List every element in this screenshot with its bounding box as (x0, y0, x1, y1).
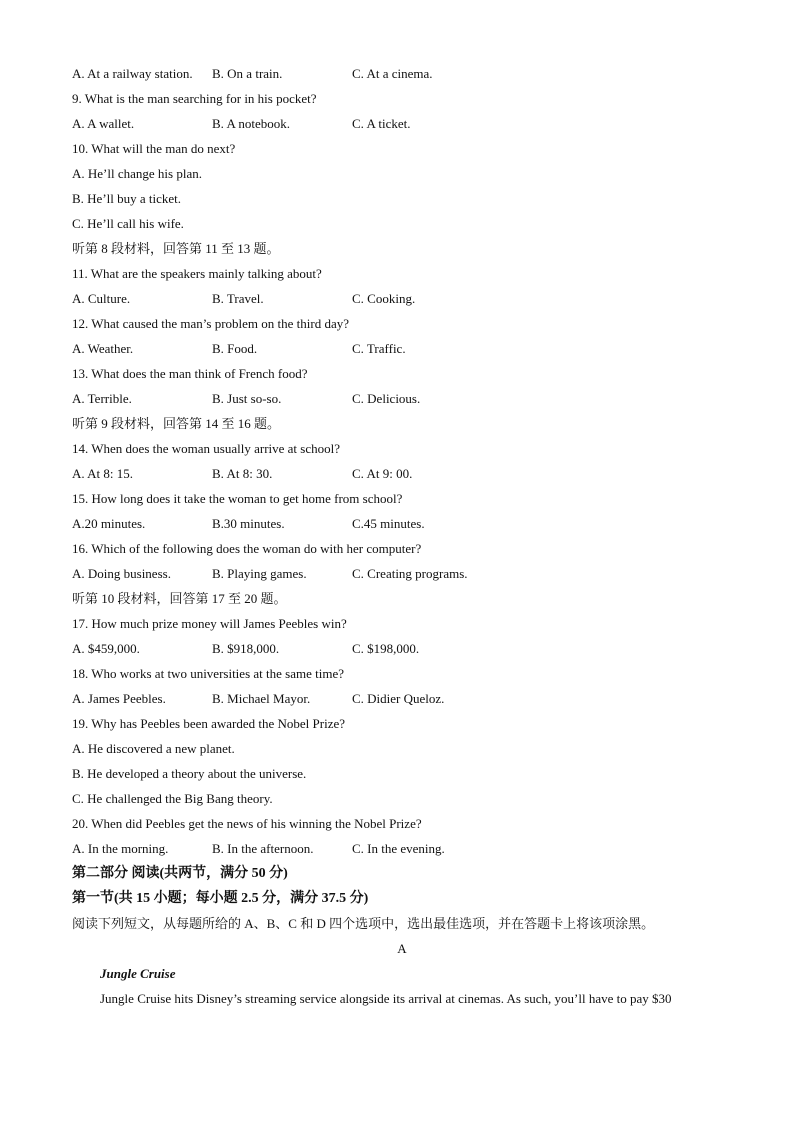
option-c: C. A ticket. (352, 116, 411, 131)
question-text: 15. How long does it take the woman to get home from school? (72, 491, 403, 506)
question-text: B. He’ll buy a ticket. (72, 191, 182, 206)
answer-options-row (72, 336, 732, 361)
question-line (72, 811, 732, 836)
section-heading (72, 886, 732, 911)
passage-text: Jungle Cruise hits Disney’s streaming service alongside its arrival at cinemas. As such, you’ll have to pay $30 (100, 991, 672, 1006)
question-text: 11. What are the speakers mainly talking about? (72, 266, 322, 281)
question-line (72, 761, 732, 786)
option-a: A. Culture. (72, 291, 131, 306)
question-text: B. He developed a theory about the universe. (72, 766, 307, 781)
option-b: B. Michael Mayor. (212, 691, 311, 706)
option-c: C. Creating programs. (352, 566, 468, 581)
question-line (72, 361, 732, 386)
answer-options-row (72, 386, 732, 411)
option-c: C. Didier Queloz. (352, 691, 445, 706)
question-line (72, 136, 732, 161)
question-line (72, 611, 732, 636)
question-text: 13. What does the man think of French food? (72, 366, 308, 381)
question-line (72, 586, 732, 611)
option-c: C. In the evening. (352, 841, 445, 856)
option-a: A. Doing business. (72, 566, 171, 581)
question-line (72, 211, 732, 236)
option-b: B.30 minutes. (212, 516, 285, 531)
question-line (72, 86, 732, 111)
question-line (72, 436, 732, 461)
option-b: B. A notebook. (212, 116, 291, 131)
option-b: B. On a train. (212, 66, 283, 81)
question-text: 9. What is the man searching for in his pocket? (72, 91, 317, 106)
passage-letter (72, 936, 732, 961)
question-line (72, 786, 732, 811)
question-text: 14. When does the woman usually arrive at school? (72, 441, 340, 456)
answer-options-row (72, 561, 732, 586)
section-heading-text: 第一节(共 15 小题；每小题 2.5 分，满分 37.5 分) (72, 891, 369, 906)
question-line (72, 186, 732, 211)
question-text: C. He’ll call his wife. (72, 216, 184, 231)
question-text: 阅读下列短文，从每题所给的 A、B、C 和 D 四个选项中，选出最佳选项，并在答题卡上将该项涂黑。 (72, 916, 655, 931)
answer-options-row (72, 686, 732, 711)
question-text: 听第 9 段材料，回答第 14 至 16 题。 (72, 416, 281, 431)
question-line (72, 711, 732, 736)
question-line (72, 161, 732, 186)
answer-options-row (72, 636, 732, 661)
option-b: B. At 8: 30. (212, 466, 273, 481)
option-c: C. Cooking. (352, 291, 416, 306)
exam-page (72, 61, 732, 1011)
option-a: A. Weather. (72, 341, 134, 356)
option-c: C. At a cinema. (352, 66, 433, 81)
question-text: 12. What caused the man’s problem on the third day? (72, 316, 350, 331)
question-line (72, 311, 732, 336)
option-a: A. At 8: 15. (72, 466, 134, 481)
question-line (72, 661, 732, 686)
question-text: A. He’ll change his plan. (72, 166, 202, 181)
option-b: B. Playing games. (212, 566, 307, 581)
option-a: A. In the morning. (72, 841, 169, 856)
question-line (72, 411, 732, 436)
option-b: B. Food. (212, 341, 258, 356)
question-text: 10. What will the man do next? (72, 141, 236, 156)
question-line (72, 261, 732, 286)
passage-paragraph (72, 986, 732, 1011)
section-heading (72, 861, 732, 886)
option-c: C. At 9: 00. (352, 466, 413, 481)
question-line (72, 911, 732, 936)
option-a: A. Terrible. (72, 391, 132, 406)
passage-letter-text: A (397, 941, 407, 956)
question-text: 18. Who works at two universities at the same time? (72, 666, 344, 681)
option-b: B. Just so-so. (212, 391, 282, 406)
question-text: 16. Which of the following does the woman do with her computer? (72, 541, 422, 556)
passage-title (72, 961, 732, 986)
option-b: B. $918,000. (212, 641, 280, 656)
question-text: A. He discovered a new planet. (72, 741, 235, 756)
option-b: B. In the afternoon. (212, 841, 314, 856)
question-line (72, 486, 732, 511)
option-a: A. $459,000. (72, 641, 140, 656)
option-c: C.45 minutes. (352, 516, 425, 531)
answer-options-row (72, 461, 732, 486)
option-b: B. Travel. (212, 291, 264, 306)
answer-options-row (72, 836, 732, 861)
option-c: C. $198,000. (352, 641, 420, 656)
question-line (72, 236, 732, 261)
option-a: A.20 minutes. (72, 516, 146, 531)
question-line (72, 736, 732, 761)
answer-options-row (72, 286, 732, 311)
question-text: 20. When did Peebles get the news of his winning the Nobel Prize? (72, 816, 422, 831)
option-c: C. Traffic. (352, 341, 406, 356)
section-heading-text: 第二部分 阅读(共两节，满分 50 分) (72, 866, 288, 881)
question-line (72, 536, 732, 561)
answer-options-row (72, 111, 732, 136)
passage-title-text: Jungle Cruise (100, 966, 176, 981)
option-a: A. James Peebles. (72, 691, 166, 706)
option-c: C. Delicious. (352, 391, 421, 406)
answer-options-row (72, 61, 732, 86)
answer-options-row (72, 511, 732, 536)
question-text: 听第 10 段材料，回答第 17 至 20 题。 (72, 591, 287, 606)
option-a: A. A wallet. (72, 116, 135, 131)
option-a: A. At a railway station. (72, 66, 193, 81)
question-text: 19. Why has Peebles been awarded the Nobel Prize? (72, 716, 346, 731)
question-text: 17. How much prize money will James Peebles win? (72, 616, 347, 631)
question-text: 听第 8 段材料，回答第 11 至 13 题。 (72, 241, 280, 256)
question-text: C. He challenged the Big Bang theory. (72, 791, 273, 806)
